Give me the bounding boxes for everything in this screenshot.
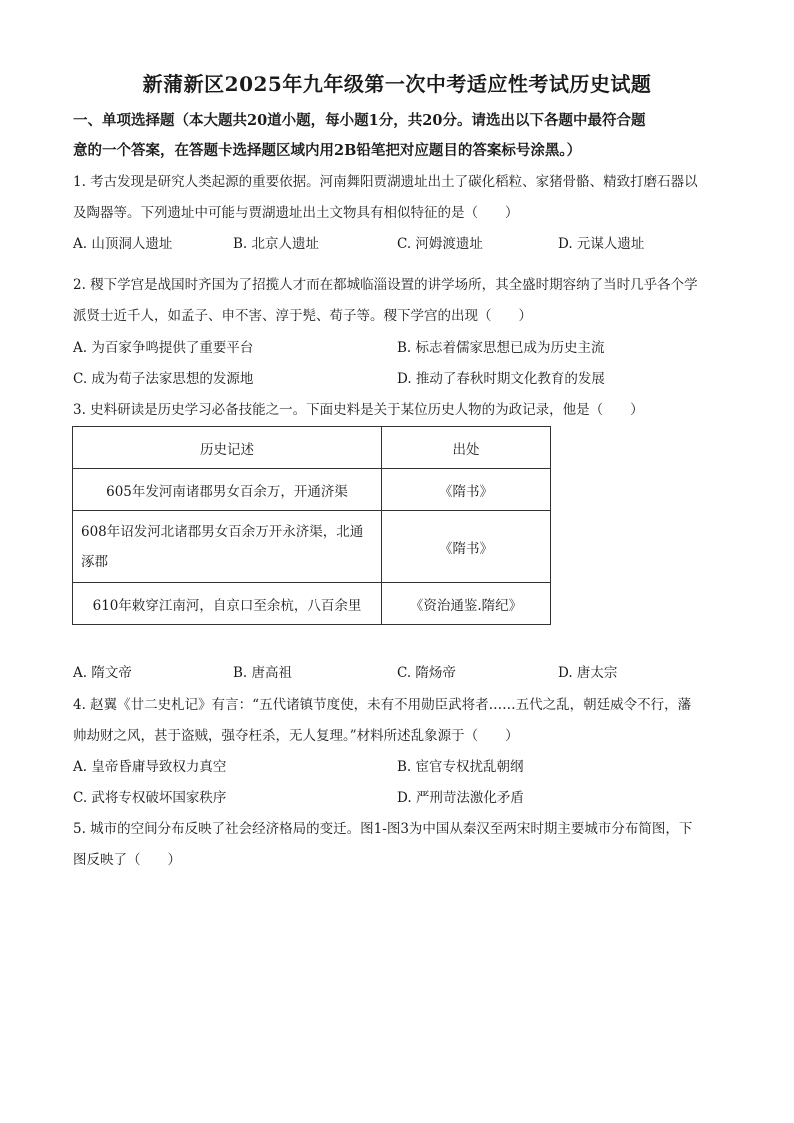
table-cell-record-line2: 涿郡 — [81, 553, 108, 570]
q3-option-b: B. 唐高祖 — [233, 665, 293, 681]
q3-option-c: C. 隋炀帝 — [397, 665, 456, 681]
history-records-table — [72, 426, 551, 625]
q3-option-a: A. 隋文帝 — [73, 665, 132, 681]
q4-option-a: A. 皇帝昏庸导致权力真空 — [73, 759, 227, 775]
q2-text-line1: 2. 稷下学宫是战国时齐国为了招揽人才而在都城临淄设置的讲学场所，其全盛时期容纳了当时几乎各个学 — [73, 277, 698, 293]
q1-text-line2: 及陶器等。下列遗址中可能与贾湖遗址出土文物具有相似特征的是（ ） — [73, 205, 519, 221]
q1-option-d: D. 元谋人遗址 — [558, 236, 645, 252]
q3-option-d: D. 唐太宗 — [558, 665, 618, 681]
table-cell-record: 610年敕穿江南河，自京口至余杭，八百余里 — [73, 583, 382, 625]
q5-text-line2: 图反映了（ ） — [73, 852, 181, 868]
table-cell-record: 605年发河南诸郡男女百余万，开通济渠 — [73, 469, 382, 511]
q4-text-line1: 4. 赵翼《廿二史札记》有言：“五代诸镇节度使，未有不用勋臣武将者……五代之乱，朝廷威令不行，藩 — [73, 697, 692, 713]
table-header-record: 历史记述 — [73, 427, 382, 469]
exam-title: 新蒲新区2025年九年级第一次中考适应性考试历史试题 — [142, 72, 652, 96]
q2-text-line2: 派贤士近千人，如孟子、申不害、淳于髡、荀子等。稷下学宫的出现（ ） — [73, 308, 532, 324]
table-cell-source: 《隋书》 — [382, 511, 551, 583]
table-header-row — [73, 427, 551, 469]
q4-option-b: B. 宦官专权扰乱朝纲 — [397, 759, 524, 775]
q2-option-c: C. 成为荀子法家思想的发源地 — [73, 371, 254, 387]
q4-option-d: D. 严刑苛法激化矛盾 — [397, 790, 524, 806]
table-row — [73, 583, 551, 625]
q4-text-line2: 帅劫财之风，甚于盗贼，强夺枉杀，无人复理。”材料所述乱象源于（ ） — [73, 728, 519, 744]
q1-option-c: C. 河姆渡遗址 — [397, 236, 483, 252]
table-header-source: 出处 — [382, 427, 551, 469]
q2-option-a: A. 为百家争鸣提供了重要平台 — [73, 340, 254, 356]
q4-option-c: C. 武将专权破坏国家秩序 — [73, 790, 227, 806]
q2-option-d: D. 推动了春秋时期文化教育的发展 — [397, 371, 605, 387]
q5-text-line1: 5. 城市的空间分布反映了社会经济格局的变迁。图1-图3为中国从秦汉至两宋时期主要城市分布简图，下 — [73, 821, 693, 837]
table-row — [73, 511, 551, 583]
q1-option-b: B. 北京人遗址 — [233, 236, 320, 252]
table-row — [73, 469, 551, 511]
table-cell-source: 《隋书》 — [382, 469, 551, 511]
section-heading — [73, 106, 728, 166]
section-heading-line1: 一、单项选择题（本大题共20道小题，每小题1分，共20分。请选出以下各题中最符合题 — [73, 112, 646, 129]
q1-text-line1: 1. 考古发现是研究人类起源的重要依据。河南舞阳贾湖遗址出土了碳化稻粒、家猪骨骼、精致打磨石器以 — [73, 174, 698, 190]
table-cell-source: 《资治通鉴.隋纪》 — [382, 583, 551, 625]
q2-option-b: B. 标志着儒家思想已成为历史主流 — [397, 340, 605, 356]
table-cell-record — [73, 511, 382, 583]
section-heading-line2: 意的一个答案，在答题卡选择题区域内用2B铅笔把对应题目的答案标号涂黑。） — [73, 142, 582, 159]
q1-option-a: A. 山顶洞人遗址 — [73, 236, 173, 252]
q3-text-line1: 3. 史料研读是历史学习必备技能之一。下面史料是关于某位历史人物的为政记录，他是（ ） — [73, 402, 644, 418]
table-cell-record-line1: 608年诏发河北诸郡男女百余万开永济渠，北通 — [81, 523, 364, 540]
